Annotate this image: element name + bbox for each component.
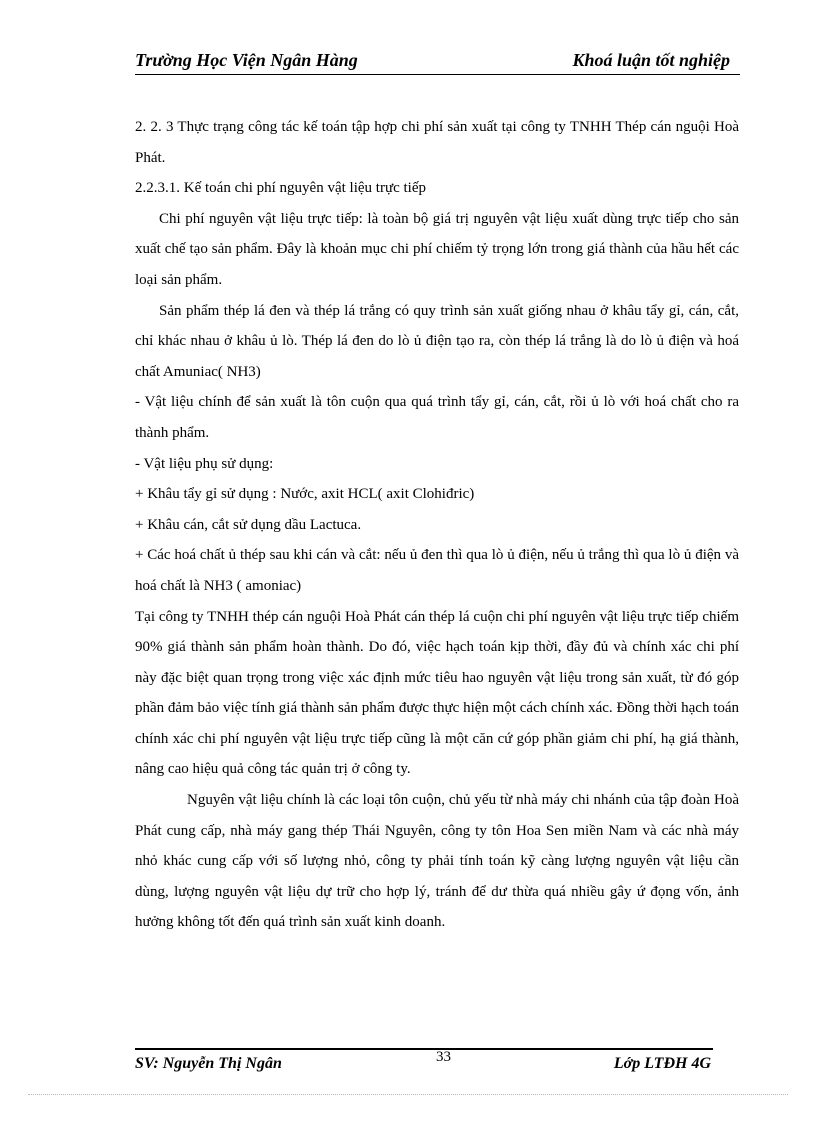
list-item: + Các hoá chất ủ thép sau khi cán và cắt: nếu ủ đen thì qua lò ủ điện, nếu ủ trắng thì qua lò ủ điện và hoá chất là NH3 ( amoniac) — [135, 547, 739, 594]
subsection-heading: 2.2.3.1. Kế toán chi phí nguyên vật liệu trực tiếp — [135, 180, 426, 197]
list-item: + Khâu cán, cắt sử dụng dầu Lactuca. — [135, 516, 362, 533]
page-header — [135, 48, 740, 75]
document-type: Khoá luận tốt nghiệp — [572, 50, 730, 70]
page-footer — [135, 1049, 713, 1077]
section-heading: 2. 2. 3 Thực trạng công tác kế toán tập hợp chi phí sản xuất tại công ty TNHH Thép cán nguội Hoà Phát. — [135, 119, 739, 166]
paragraph: Chi phí nguyên vật liệu trực tiếp: là toàn bộ giá trị nguyên vật liệu xuất dùng trực tiếp cho sản xuất chế tạo sản phẩm. Đây là khoản mục chi phí chiếm tỷ trọng lớn trong giá thành của hầu hết các loại sản phẩm. — [135, 210, 739, 288]
list-item: - Vật liệu phụ sử dụng: — [135, 455, 274, 472]
school-name: Trường Học Viện Ngân Hàng — [135, 50, 358, 70]
class-name: Lớp LTĐH 4G — [613, 1055, 711, 1072]
list-item: - Vật liệu chính để sản xuất là tôn cuộn qua quá trình tẩy gỉ, cán, cắt, rồi ủ lò với hoá chất cho ra thành phẩm. — [135, 394, 739, 441]
paragraph: Tại công ty TNHH thép cán nguội Hoà Phát cán thép lá cuộn chi phí nguyên vật liệu trực tiếp chiếm 90% giá thành sản phẩm hoàn thành. Do đó, việc hạch toán kịp thời, đầy đủ và chính xác chi phí này đặc biệt quan trọng trong việc xác định mức tiêu hao nguyên vật liệu trong sản xuất, từ đó góp phần đảm bảo việc tính giá thành sản phẩm được thực hiện một cách chính xác. Đồng thời hạch toán chính xác chi phí nguyên vật liệu trực tiếp cũng là một căn cứ góp phần giảm chi phí, hạ giá thành, nâng cao hiệu quả công tác quản trị ở công ty. — [135, 608, 739, 778]
page-boundary-line — [28, 1094, 788, 1095]
student-name: SV: Nguyễn Thị Ngân — [135, 1055, 282, 1072]
paragraph: Nguyên vật liệu chính là các loại tôn cuộn, chủ yếu từ nhà máy chi nhánh của tập đoàn Hoà Phát cung cấp, nhà máy gang thép Thái Nguyên, công ty tôn Hoa Sen miền Nam và các nhà máy nhỏ khác cung cấp với số lượng nhỏ, công ty phải tính toán kỹ càng lượng nguyên vật liệu cần dùng, lượng nguyên vật liệu dự trữ cho hợp lý, tránh để dư thừa quá nhiều gây ứ đọng vốn, ảnh hưởng không tốt đến quá trình sản xuất kinh doanh. — [135, 792, 739, 931]
footer-divider — [135, 1048, 713, 1050]
page-number: 33 — [436, 1049, 451, 1065]
paragraph: Sản phẩm thép lá đen và thép lá trắng có quy trình sản xuất giống nhau ở khâu tẩy gỉ, cán, cắt, chỉ khác nhau ở khâu ủ lò. Thép lá đen do lò ủ điện tạo ra, còn thép lá trắng là do lò ủ điện và hoá chất Amuniac( NH3) — [135, 302, 739, 380]
body-text — [135, 112, 739, 938]
list-item: + Khâu tẩy gỉ sử dụng : Nước, axit HCL( axit Clohiđric) — [135, 486, 475, 503]
